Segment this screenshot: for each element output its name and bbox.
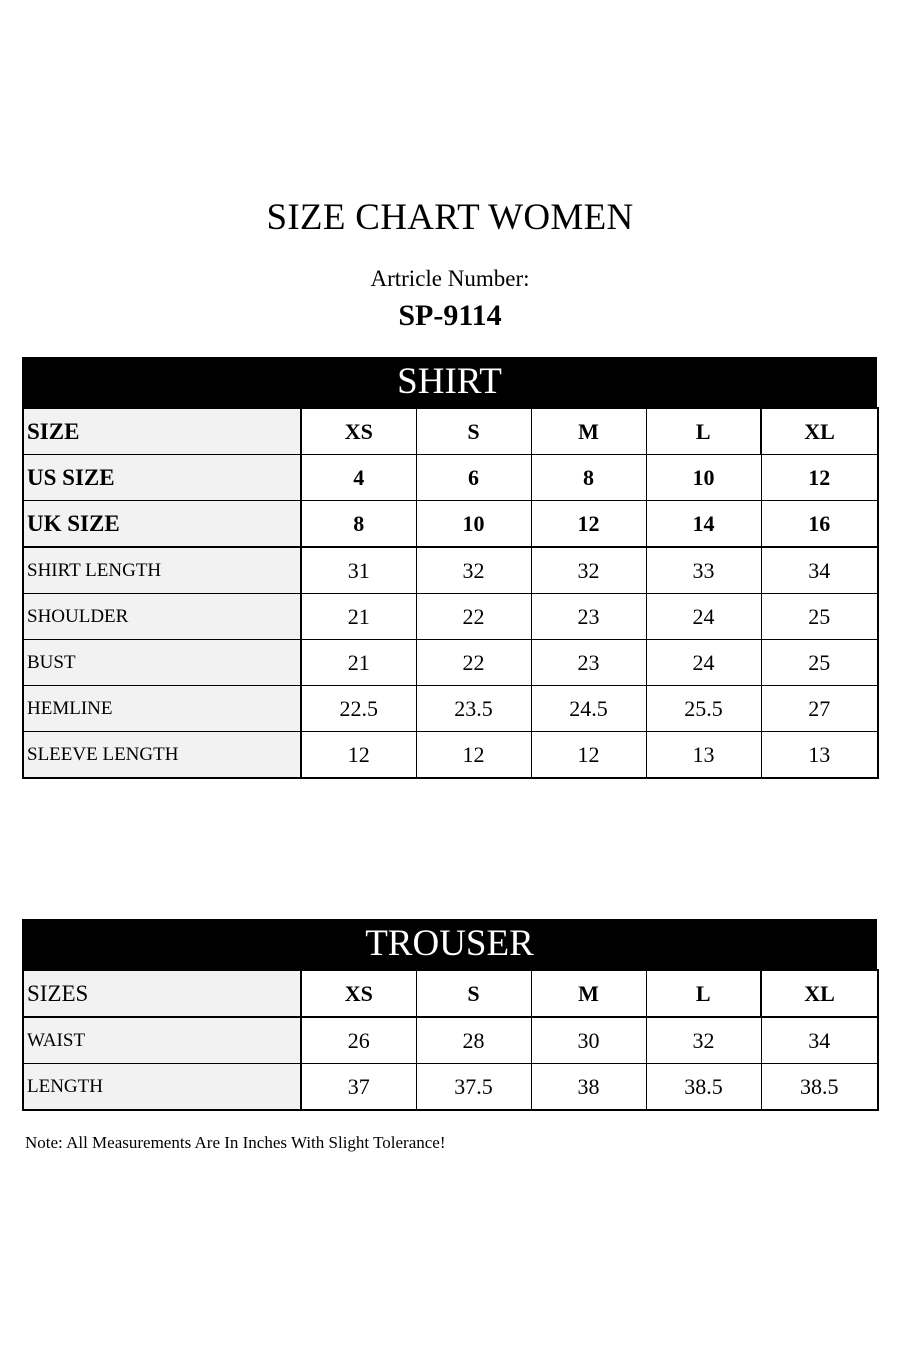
article-number-label: Artricle Number: bbox=[370, 266, 530, 291]
table-row bbox=[23, 455, 878, 501]
table-cell: 25 bbox=[761, 640, 878, 686]
row-label: SHIRT LENGTH bbox=[23, 547, 301, 594]
table-cell: 34 bbox=[761, 1017, 878, 1064]
table-cell: 38 bbox=[531, 1064, 646, 1111]
table-cell: 38.5 bbox=[761, 1064, 878, 1111]
table-cell: 21 bbox=[301, 640, 416, 686]
measurement-note: Note: All Measurements Are In Inches With Slight Tolerance! bbox=[25, 1133, 446, 1152]
row-label: SLEEVE LENGTH bbox=[23, 732, 301, 779]
table-row bbox=[23, 1064, 878, 1111]
row-label: SIZES bbox=[23, 970, 301, 1017]
table-cell: 4 bbox=[301, 455, 416, 501]
table-cell: XS bbox=[301, 970, 416, 1017]
table-cell: 6 bbox=[416, 455, 531, 501]
row-label: WAIST bbox=[23, 1017, 301, 1064]
shirt-size-table bbox=[22, 357, 877, 779]
table-cell: 37 bbox=[301, 1064, 416, 1111]
table-cell: 24 bbox=[646, 594, 761, 640]
table-cell: S bbox=[416, 408, 531, 455]
table-cell: 23.5 bbox=[416, 686, 531, 732]
table-cell: 12 bbox=[761, 455, 878, 501]
table-cell: 13 bbox=[761, 732, 878, 779]
row-label: BUST bbox=[23, 640, 301, 686]
shirt-table-header: SHIRT bbox=[22, 357, 877, 407]
table-cell: XL bbox=[761, 970, 878, 1017]
table-cell: 26 bbox=[301, 1017, 416, 1064]
table-cell: 37.5 bbox=[416, 1064, 531, 1111]
table-cell: 10 bbox=[416, 501, 531, 548]
table-cell: 25.5 bbox=[646, 686, 761, 732]
table-cell: 38.5 bbox=[646, 1064, 761, 1111]
table-cell: XS bbox=[301, 408, 416, 455]
table-cell: 32 bbox=[531, 547, 646, 594]
page-title: SIZE CHART WOMEN bbox=[266, 197, 634, 238]
table-cell: 24 bbox=[646, 640, 761, 686]
table-cell: 22.5 bbox=[301, 686, 416, 732]
table-cell: 13 bbox=[646, 732, 761, 779]
table-cell: 14 bbox=[646, 501, 761, 548]
table-row bbox=[23, 408, 878, 455]
table-cell: L bbox=[646, 408, 761, 455]
table-cell: 25 bbox=[761, 594, 878, 640]
row-label: US SIZE bbox=[23, 455, 301, 501]
table-cell: M bbox=[531, 970, 646, 1017]
trouser-table bbox=[22, 969, 879, 1111]
table-cell: 12 bbox=[531, 732, 646, 779]
table-row bbox=[23, 1017, 878, 1064]
table-cell: XL bbox=[761, 408, 878, 455]
table-cell: 8 bbox=[301, 501, 416, 548]
table-cell: 16 bbox=[761, 501, 878, 548]
table-cell: 32 bbox=[646, 1017, 761, 1064]
table-cell: 12 bbox=[416, 732, 531, 779]
table-row bbox=[23, 594, 878, 640]
table-row bbox=[23, 732, 878, 779]
table-cell: 23 bbox=[531, 594, 646, 640]
table-cell: 33 bbox=[646, 547, 761, 594]
row-label: UK SIZE bbox=[23, 501, 301, 548]
table-row bbox=[23, 970, 878, 1017]
table-cell: 32 bbox=[416, 547, 531, 594]
table-cell: 22 bbox=[416, 594, 531, 640]
trouser-size-table bbox=[22, 919, 877, 1111]
table-row bbox=[23, 501, 878, 548]
table-row bbox=[23, 547, 878, 594]
article-number: SP-9114 bbox=[398, 299, 502, 332]
row-label: SHOULDER bbox=[23, 594, 301, 640]
table-cell: 22 bbox=[416, 640, 531, 686]
table-cell: 31 bbox=[301, 547, 416, 594]
table-cell: 24.5 bbox=[531, 686, 646, 732]
table-cell: 12 bbox=[301, 732, 416, 779]
table-cell: 28 bbox=[416, 1017, 531, 1064]
table-cell: 8 bbox=[531, 455, 646, 501]
table-cell: 27 bbox=[761, 686, 878, 732]
table-cell: 23 bbox=[531, 640, 646, 686]
table-cell: 12 bbox=[531, 501, 646, 548]
table-cell: 10 bbox=[646, 455, 761, 501]
table-cell: 30 bbox=[531, 1017, 646, 1064]
table-row bbox=[23, 686, 878, 732]
row-label: HEMLINE bbox=[23, 686, 301, 732]
table-cell: 21 bbox=[301, 594, 416, 640]
table-cell: M bbox=[531, 408, 646, 455]
shirt-table bbox=[22, 407, 879, 779]
table-cell: S bbox=[416, 970, 531, 1017]
trouser-table-header: TROUSER bbox=[22, 919, 877, 969]
table-cell: 34 bbox=[761, 547, 878, 594]
table-cell: L bbox=[646, 970, 761, 1017]
row-label: LENGTH bbox=[23, 1064, 301, 1111]
row-label: SIZE bbox=[23, 408, 301, 455]
table-row bbox=[23, 640, 878, 686]
